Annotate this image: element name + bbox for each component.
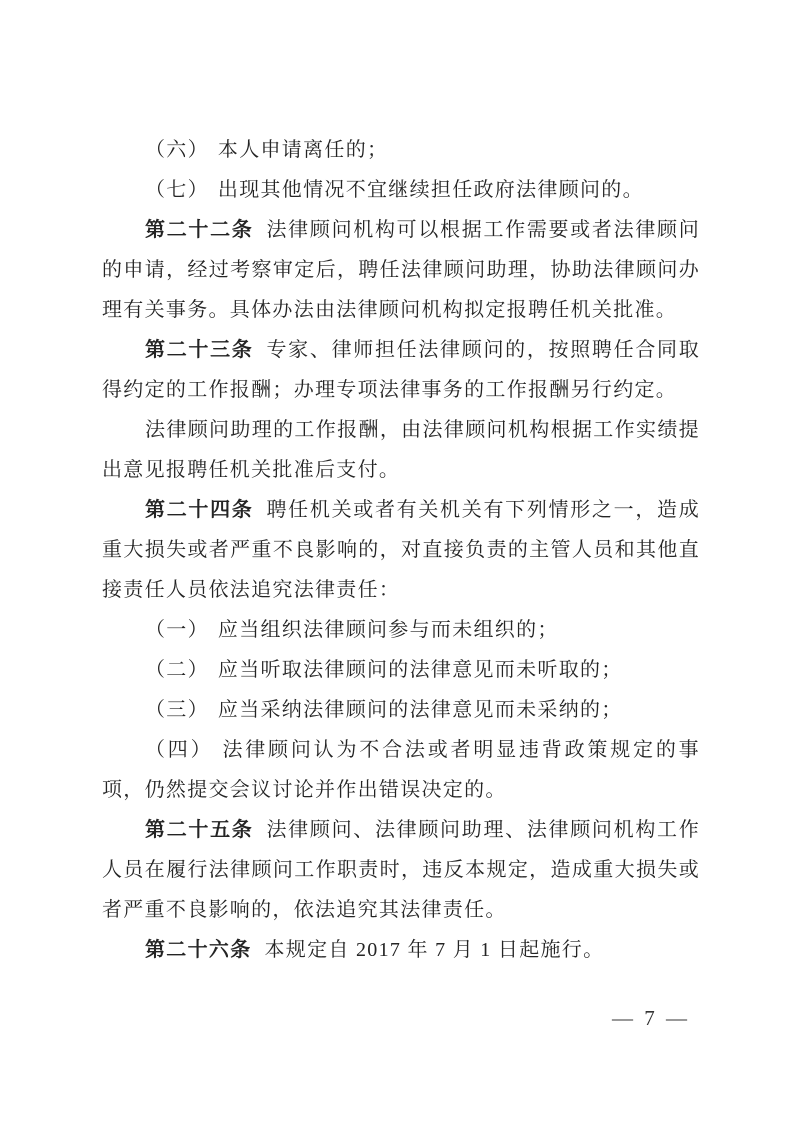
article-number: 第二十三条 [145, 339, 254, 361]
article-number: 第二十四条 [145, 499, 254, 521]
clause-number: （七） [145, 179, 209, 201]
clause-number: （四） [145, 739, 214, 761]
document-body [102, 130, 700, 970]
clause-number: （一） [145, 619, 209, 641]
article-text: 法律顾问、法律顾问助理、法律顾问机构工作人员在履行法律顾问工作职责时，违反本规定，造成重大损失或者严重不良影响的，依法追究其法律责任。 [102, 819, 701, 921]
article-number: 第二十六条 [145, 939, 252, 961]
clause-number: （三） [145, 699, 209, 721]
clause-text: 应当组织法律顾问参与而未组织的； [217, 619, 559, 641]
article-text: 本规定自 2017 年 7 月 1 日起施行。 [264, 939, 605, 961]
article-26-paragraph [102, 930, 700, 970]
article-number: 第二十二条 [145, 219, 254, 241]
clause-item-4 [102, 730, 700, 810]
clause-item-6 [102, 130, 700, 170]
page-footer [612, 1004, 690, 1032]
article-text: 法律顾问助理的工作报酬，由法律顾问机构根据工作实绩提出意见报聘任机关批准后支付。 [102, 419, 700, 481]
page-number: — 7 — [612, 1006, 690, 1030]
article-24-paragraph [102, 490, 700, 610]
clause-text: 法律顾问认为不合法或者明显违背政策规定的事项，仍然提交会议讨论并作出错误决定的。 [102, 739, 700, 801]
clause-text: 应当采纳法律顾问的法律意见而未采纳的； [217, 699, 623, 721]
article-text: 法律顾问机构可以根据工作需要或者法律顾问的申请，经过考察审定后，聘任法律顾问助理，协助法律顾问办理有关事务。具体办法由法律顾问机构拟定报聘任机关批准。 [102, 219, 701, 321]
article-25-paragraph [102, 810, 700, 930]
clause-number: （二） [145, 659, 209, 681]
article-number: 第二十五条 [145, 819, 254, 841]
article-text: 专家、律师担任法律顾问的，按照聘任合同取得约定的工作报酬；办理专项法律事务的工作报酬另行约定。 [102, 339, 701, 401]
clause-item-3 [102, 690, 700, 730]
clause-item-2 [102, 650, 700, 690]
clause-number: （六） [145, 139, 209, 161]
clause-text: 本人申请离任的； [217, 139, 389, 161]
article-23-paragraph [102, 330, 700, 410]
article-22-paragraph [102, 210, 700, 330]
clause-item-7 [102, 170, 700, 210]
article-23-paragraph-2 [102, 410, 700, 490]
clause-text: 应当听取法律顾问的法律意见而未听取的； [217, 659, 623, 681]
clause-item-1 [102, 610, 700, 650]
clause-text: 出现其他情况不宜继续担任政府法律顾问的。 [217, 179, 644, 201]
article-text: 聘任机关或者有关机关有下列情形之一，造成重大损失或者严重不良影响的，对直接负责的主管人员和其他直接责任人员依法追究法律责任： [102, 499, 701, 601]
